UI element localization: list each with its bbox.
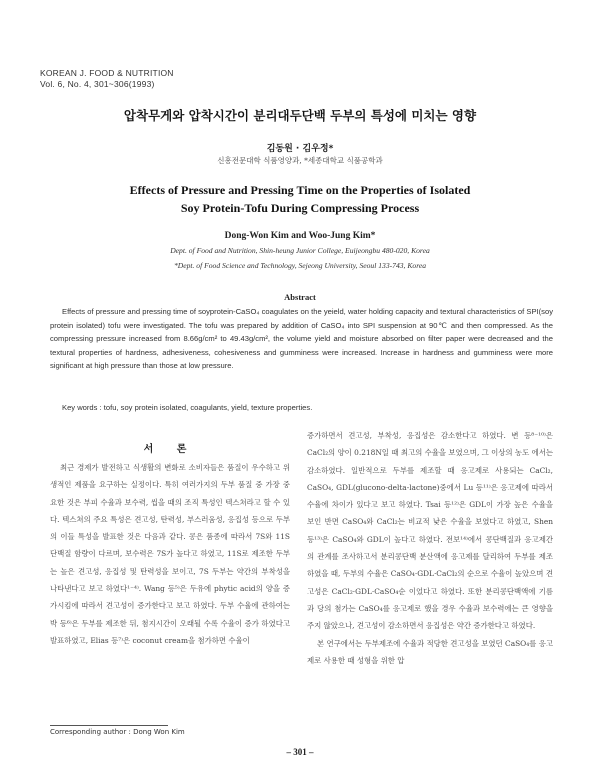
journal-name: KOREAN J. FOOD & NUTRITION [40,68,174,78]
abstract-body: Effects of pressure and pressing time of soyprotein-CaSO₄ coagulates on the yeield, water holding capacity and textural characteristics of SPI(soy protein isolated) tofu were investigated. The tofu was prepared by addition of CaSO₄ into SPI suspension at 90℃ and then compressed. As the compressing pressure increased from 8.66g/cm² to 49.43g/cm², the volume yield and moisture absorbed on filter paper were decreased and the textural properties of hardness, adhesiveness, cohesiveness and gumminess were increased. Increase in hardness and gumminess were more significant at high pressure than those at low pressure. [50,307,553,371]
english-title [0,181,600,217]
korean-title: 압착무게와 압착시간이 분리대두단백 두부의 특성에 미치는 영향 [123,108,477,123]
korean-affiliation: 신흥전문대학 식품영양과, *세종대학교 식품공학과 [217,156,383,165]
left-column [50,459,290,649]
keywords: Key words : tofu, soy protein isolated, coagulants, yield, texture properties. [62,403,313,412]
abstract-heading: Abstract [284,292,316,302]
right-column-paragraph-2: 본 연구에서는 두부제조에 수율과 적당한 견고성을 보였던 CaSO₄를 응고제로 사용한 때 성형을 위한 압 [307,638,553,665]
english-title-line1: Effects of Pressure and Pressing Time on the Properties of Isolated [129,183,471,197]
left-column-paragraph: 최근 경제가 발전하고 식생활의 변화로 소비자들은 품질이 우수하고 위생적인 제품을 요구하는 실정이다. 특히 여러가지의 두부 품질 중 가장 중요한 것은 부피 수율과 보수력, 씹을 때의 조직 특성인 텍스쳐라고 할 수 있다. 텍스쳐의 주요 특성은 견고성, 탄력성, 부스러움성, 응집성 등으로 두부의 이들 특성을 발표한 것은 다음과 같다. 콩은 품종에 따라서 7S와 11S 단백질 함량이 다르며, 보수력은 7S가 높다고 하였고, 11S로 제조한 두부는 높은 견고성, 응집성 및 탄력성을 보이고, 7S 두부는 약간의 부착성을 나타낸다고 보고 하였다¹⁻⁴⁾. Wang 등⁵⁾은 두유에 phytic acid의 양을 증가시킴에 따라서 견고성이 증가한다고 보고 하였다. 두부 수율에 관하여는 박 등⁶⁾은 두부를 제조한 뒤, 첨지시간이 오래될 수록 수율이 증가 하였다고 발표하였고, Elias 등⁷⁾은 coconut cream을 첨가하면 수율이 [50,463,290,645]
english-affiliation-1: Dept. of Food and Nutrition, Shin-heung Junior College, Euijeongbu 480-020, Korea [170,246,430,255]
section-title-introduction: 서 론 [143,444,197,455]
footnote-divider [50,725,168,726]
corresponding-author: Corresponding author : Dong Won Kim [50,728,185,736]
right-column-paragraph-1: 증가하면서 견고성, 부착성, 응집성은 감소한다고 하였다. 변 등⁸⁻¹⁰⁾은 CaCl₂의 양이 0.218N일 때 최고의 수율을 보였으며, 그 이상의 농도 에서는 감소하였다. 일반적으로 두부를 제조할 때 응고제로 사용되는 CaCl₂, CaSO₄, GDL(glucono-delta-lactone)중에서 Lu 등¹¹⁾은 응고제에 따라서 수율에 차이가 있다고 보고 하였다. Tsai 등¹²⁾은 GDL이 가장 높은 수율을 보인 반면 CaSO₄와 CaCl₂는 비교적 낮은 수율을 보였다고 하였고, Shen 등¹³⁾은 CaSO₄와 GDL이 높다고 하였다. 전보¹⁴⁾에서 콩단백질과 응고제간의 관계를 조사하고서 분리콩단백 분산액에 응고제를 달리하여 두부를 제조하였을 때, 두부의 수율은 CaSO₄·GDL·CaCl₂의 순으로 수율이 높았으며 견고성은 CaCl₂·GDL·CaSO₄순 이었다고 하였다. 또한 분리콩단백액에 기름과 당의 첨가는 CaSO₄를 응고제로 했을 경우 수율과 보수력에는 큰 영향을 주지 않았으나, 견고성이 감소하면서 응집성은 약간 증가한다고 하였다. [307,431,553,631]
korean-authors: 김동원 · 김우정* [266,144,334,154]
journal-volume: Vol. 6, No. 4, 301~306(1993) [40,79,155,89]
page-number: – 301 – [286,747,314,757]
right-column [307,427,553,669]
english-title-line2: Soy Protein-Tofu During Compressing Process [180,201,420,215]
english-affiliation-2: *Dept. of Food Science and Technology, Sejeong University, Seoul 133-743, Korea [173,261,427,270]
english-authors: Dong-Won Kim and Woo-Jung Kim* [224,231,376,241]
journal-header [40,68,174,90]
